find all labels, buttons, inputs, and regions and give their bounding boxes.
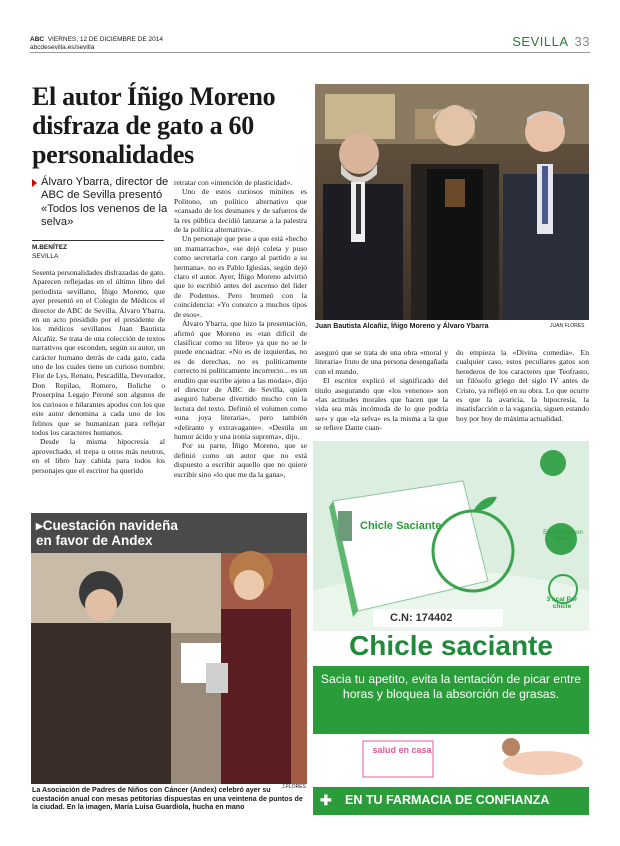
- section-header: [512, 34, 590, 49]
- byline-author: M.BENÍTEZ: [32, 244, 68, 251]
- brief-title-text: Cuestación navideña en favor de Andex: [36, 518, 178, 548]
- header-rule: [30, 52, 590, 53]
- paragraph: Desde la misma hipocresía al aprovechado, el trepa u otros más neutros, en el libro hay cabida para todos los personajes que el escritor ha querido: [32, 437, 165, 475]
- site-url[interactable]: abcdesevilla.es/sevilla: [30, 44, 95, 51]
- ad-footer: EN TU FARMACIA DE CONFIANZA: [345, 793, 550, 807]
- ad-tagline: Sacia tu apetito, evita la tentación de picar entre horas y bloquea la absorción de grasas.: [320, 672, 582, 701]
- paragraph: do empieza la «Divina comedia». En cualquier caso, estos peculiares gatos son herederos de los caracteres que Teofrasto, un filósofo griego del siglo IV antes de Cristo, ya reflejó en su obra. Lo que ocurre es que la avaricia, la hipocresía, la insatisfacción o la vagancia, siguen estando hoy por hoy de máxima actualidad.: [456, 348, 589, 423]
- page-number: 33: [574, 34, 590, 49]
- paragraph: Uno de estos curiosos mininos es Politono, un político alternativo que «cansado de los desmanes y de safueros de la res pública decidió lanzarse a la palestra de la política alternativa».: [174, 187, 307, 235]
- ad-box-brand: Chicle Saciante: [360, 520, 442, 532]
- paragraph: retratar con «intención de plasticidad».: [174, 178, 293, 187]
- article-subhead: [32, 176, 170, 230]
- ad-pharmacy-logo: salud en casa: [372, 745, 432, 755]
- red-triangle-icon: [32, 179, 37, 187]
- masthead-info: [30, 36, 163, 52]
- paragraph: Sesenta personalidades disfrazadas de gato. Aparecen reflejadas en el último libro del periodista sevillano, Íñigo Moreno, que ayer presentó en el Colegio de Médicos el director de ABC de Sevilla, Álvaro Ybarra, en un acto presidido por el presidente de los médicos sevillanos Juan Bautista Alcañiz. Se trata de una colección de textos narrativos que esconden, según su autor, un carácter humano detrás de cada gato, cada uno de los cuales tiene un curioso nombre. Flor de Lys, Renato, Pescadilla, Devorador, Don Repilao, Romero, Boliche o Proserpina Legajo Peroné son algunos de los curiosos e hilarantes apodos con los que este autor denomina a cada uno de los felinos que se humanizan para reflejar todos los caracteres humanos.: [32, 268, 165, 437]
- article-headline: El autor Íñigo Moreno disfraza de gato a 60 personalidades: [32, 82, 276, 169]
- paragraph: El escritor explicó el significado del título asegurando que «los venenos» son «las actitudes morales que hacen que la vida sea más incómoda de lo que podría ser» y que «la selva» es la misma a la que se refiere Dante cuan-: [315, 376, 448, 433]
- paragraph: Por su parte, Íñigo Moreno, que se definió como un autor que no está dispuesto a escribir aquello que no quiere escribir sino «lo que me da la gana»,: [174, 441, 307, 479]
- ad-kcal: 3 kcal Por chicle: [546, 596, 578, 610]
- ad-stevia: Endulzado con Stevia: [543, 530, 583, 542]
- pharmacy-cross-icon: ✚: [320, 792, 332, 808]
- brief-caption: La Asociación de Padres de Niños con Cáncer (Andex) celebró ayer su cuestación anual con mesas petitorias dispuestas en una veintena de puntos de la ciudad. En la imagen, María Luisa Guardiola, hucha en mano: [32, 786, 303, 812]
- byline-city: SEVILLA: [32, 253, 59, 260]
- article-column-3: [315, 348, 448, 433]
- main-photo-credit: JUAN FLORES: [550, 323, 585, 329]
- byline-rule: [32, 240, 164, 241]
- article-column-4: [456, 348, 589, 423]
- article-column-2: [174, 178, 307, 479]
- paragraph: Un personaje que pese a que está «hecho un mamarracho», «se dejó coleta y puso como secretaria con cargo al partido a su hermana». no es Pablo Iglesias, según dejó claro el autor. Ayer, Íñigo Moreno advirtió que lo escribió antes del ascenso del líder de Podemos. Pero bromeó con la coincidencia: «Yo conozco a muchos tipos de esos».: [174, 234, 307, 319]
- subhead-text: Álvaro Ybarra, director de ABC de Sevilla presentó «Todos los venenos de la selva»: [41, 176, 169, 229]
- main-photo-caption: Juan Bautista Alcañiz, Íñigo Moreno y Álvaro Ybarra: [315, 323, 489, 330]
- issue-date: VIERNES, 12 DE DICIEMBRE DE 2014: [47, 36, 163, 43]
- brief-photo: [31, 513, 307, 784]
- section-name: SEVILLA: [512, 34, 569, 49]
- paragraph: aseguró que se trata de una obra «moral y literaria» fruto de una persona desengañada con el mundo.: [315, 348, 448, 376]
- brief-photo-illustration: [31, 513, 307, 784]
- brief-title: [36, 518, 196, 548]
- ad-cn-code: C.N: 174402: [390, 612, 453, 624]
- ad-headline: Chicle saciante: [349, 630, 553, 661]
- paragraph: Álvaro Ybarra, que hizo la presentación, afirmó que Moreno es «tan difícil de clasificar como su libro» ya que no se le puede encuadrar. «No es de izquierdas, no es de derechas, no es políticamente correcto ni políticamente incorrecto... es un erudito que escribe ajeno a las modas», dijo el director de ABC de Sevilla, quien aseguró haberse divertido mucho con la lectura del texto. Definió el volumen como «una joya literaria», pero también «delirante y extravagante». «Destila un humor ácido y una ironía suprema», dijo.: [174, 319, 307, 441]
- paper-name: ABC: [30, 36, 45, 43]
- main-photo: [315, 84, 589, 320]
- play-triangle-icon: ▸: [36, 518, 43, 533]
- brief-photo-credit: J.FLORES: [282, 784, 306, 790]
- article-column-1: [32, 268, 165, 475]
- main-photo-illustration: [315, 84, 589, 320]
